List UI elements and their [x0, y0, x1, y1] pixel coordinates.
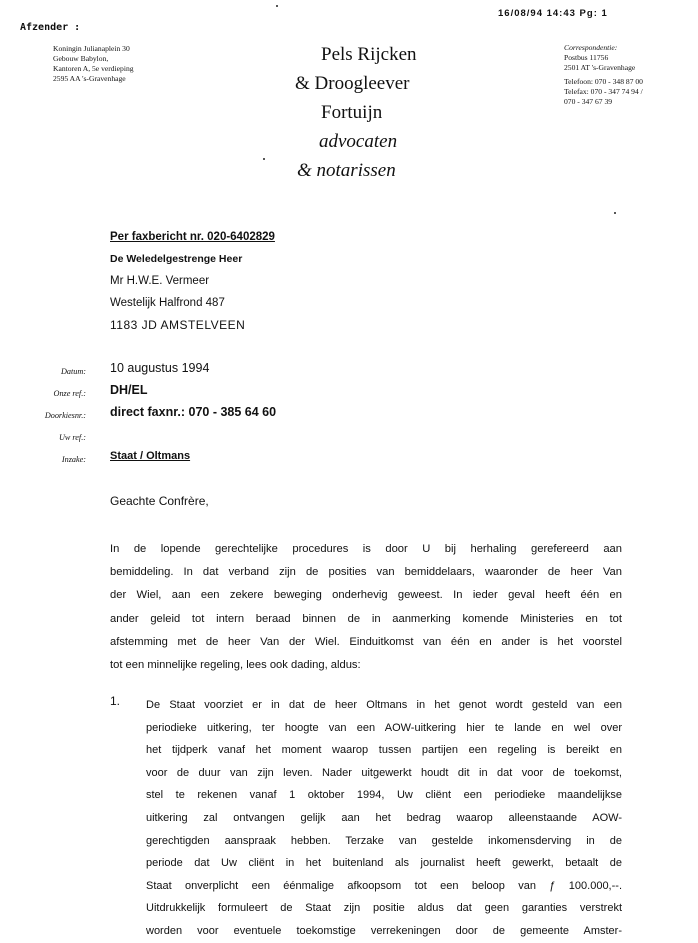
item-line: voor de duur van zijn leven. Nader uitgewerkt houdt dit in dat voor de toekomst,: [146, 766, 622, 779]
paragraph-line: afstemming met de heer Van der Wiel. Einduitkomst van één en ander is het voorstel: [110, 635, 622, 648]
value-datum: 10 augustus 1994: [110, 361, 210, 375]
sender-address: [53, 44, 134, 84]
correspondence-block: [564, 43, 643, 107]
item-line: periodieke uitkering, ter hoogte van een AOW-uitkering hier te lande en wel over: [146, 721, 622, 734]
item-line: stel te rekenen vanaf 1 oktober 1994, Uw cliënt een periodieke maandelijkse: [146, 789, 622, 802]
firm-name-line: Fortuijn: [321, 102, 383, 123]
item-line: Staat onverplicht een éénmalige afkoopsom tot een beloop van ƒ 100.000,--.: [146, 879, 622, 892]
paragraph-line: ander geleid tot intern beraad binnen de in aanmerking komende Ministeries en tot: [110, 612, 622, 625]
paragraph-line: In de lopende gerechtelijke procedures is door U bij herhaling gerefereerd aan: [110, 543, 622, 555]
correspondence-label: Correspondentie:: [564, 43, 618, 52]
recipient-block: [110, 226, 275, 336]
paragraph-line: der Wiel, aan een zekere beweging onderhevig geweest. In ieder geval heeft één en: [110, 589, 622, 602]
firm-name-line: & Droogleever: [295, 73, 410, 94]
scan-speck: [263, 158, 265, 160]
postbus: Postbus 11756: [564, 53, 609, 62]
telefoon: Telefoon: 070 - 348 87 00: [564, 77, 643, 86]
item-1-text: [146, 694, 622, 943]
label-doorkiesnr: Doorkiesnr.:: [44, 411, 86, 420]
item-line: het tijdperk vanaf het moment waarop tussen partijen een regeling is bereikt en: [146, 744, 622, 757]
reference-labels: [45, 361, 86, 471]
scan-speck: [276, 5, 278, 7]
fax-transmission-header: 16/08/94 14:43 Pg: 1: [498, 8, 608, 19]
label-inzake: Inzake:: [61, 455, 86, 464]
item-line: periode dat Uw cliënt in het buitenland als journalist heeft gewerkt, betaalt de: [146, 857, 622, 870]
scan-speck: [614, 212, 616, 214]
label-uw-ref: Uw ref.:: [59, 433, 86, 442]
value-inzake: Staat / Oltmans: [110, 450, 191, 462]
afzender-label: Afzender :: [20, 22, 81, 33]
label-datum: Datum:: [60, 367, 86, 376]
recipient-salutation: De Weledelgestrenge Heer: [110, 253, 243, 265]
recipient-city: 1183 JD AMSTELVEEN: [110, 318, 246, 332]
firm-profession-line: & notarissen: [297, 160, 396, 181]
value-doorkiesnr: direct faxnr.: 070 - 385 64 60: [110, 405, 277, 419]
value-uw-ref: [110, 423, 276, 445]
telefax: Telefax: 070 - 347 74 94 /: [564, 87, 643, 96]
label-onze-ref: Onze ref.:: [53, 389, 86, 398]
item-number: 1.: [110, 694, 121, 708]
firm-letterhead: [295, 40, 417, 185]
sender-address-line: 2595 AA 's-Gravenhage: [53, 74, 126, 83]
firm-name-line: Pels Rijcken: [321, 44, 417, 65]
paragraph-line: tot een minnelijke regeling, lees ook dading, aldus:: [110, 659, 361, 672]
item-line: uitkering zal ontvangen gelijk aan het bedrag waarop alleenstaande AOW-: [146, 811, 622, 824]
fax-number-line: Per faxbericht nr. 020-6402829: [110, 231, 275, 243]
greeting: Geachte Confrère,: [110, 494, 209, 508]
item-line: gerechtigden aanspraak hebben. Terzake van gestelde inkomensderving in de: [146, 834, 622, 847]
telefax-2: 070 - 347 67 39: [564, 97, 613, 106]
paragraph-line: bemiddeling. In dat verband zijn de posities van bemiddelaars, waaronder de heer Van: [110, 566, 622, 579]
reference-values: [110, 357, 276, 467]
sender-address-line: Gebouw Babylon,: [53, 54, 109, 63]
item-line: Uitdrukkelijk formuleert de Staat zijn positie aldus dat geen garanties verstrekt: [146, 902, 622, 915]
item-line: De Staat voorziet er in dat de heer Oltmans in het genot wordt gesteld van een: [146, 699, 622, 711]
intro-paragraph: [110, 538, 622, 677]
postcode: 2501 AT 's-Gravenhage: [564, 63, 636, 72]
sender-address-line: Kantoren A, 5e verdieping: [53, 64, 134, 73]
item-line: worden voor eventuele toekomstige verrekeningen door de gemeente Amster-: [146, 924, 622, 937]
sender-address-line: Koningin Julianaplein 30: [53, 44, 130, 53]
recipient-street: Westelijk Halfrond 487: [110, 297, 225, 309]
value-onze-ref: DH/EL: [110, 383, 148, 397]
firm-profession-line: advocaten: [319, 131, 398, 152]
recipient-name: Mr H.W.E. Vermeer: [110, 275, 210, 287]
